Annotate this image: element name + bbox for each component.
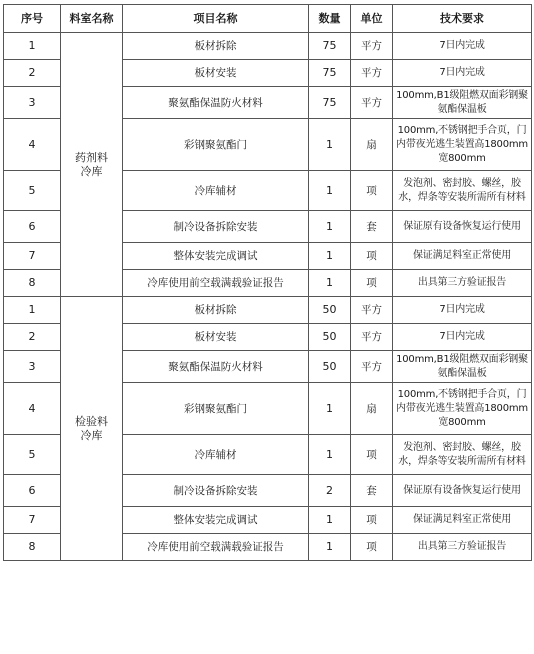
- cell-item: 板材拆除: [123, 297, 309, 324]
- cell-unit: 项: [351, 435, 393, 475]
- cell-item: 冷库辅材: [123, 435, 309, 475]
- room-name-line: 检验料: [75, 414, 108, 428]
- cell-seq: 4: [4, 383, 61, 435]
- header-req: 技术要求: [393, 5, 532, 33]
- table-row: [4, 297, 532, 324]
- cell-qty: 1: [309, 270, 351, 297]
- cell-qty: 1: [309, 383, 351, 435]
- cell-qty: 2: [309, 475, 351, 507]
- cell-req: 100mm,不锈钢把手合页，门内带夜光逃生装置高1800mm宽800mm: [393, 383, 532, 435]
- cell-unit: 项: [351, 507, 393, 534]
- cell-qty: 1: [309, 243, 351, 270]
- cell-seq: 5: [4, 435, 61, 475]
- cell-qty: 1: [309, 211, 351, 243]
- cell-item: 冷库使用前空载满载验证报告: [123, 534, 309, 561]
- cell-unit: 平方: [351, 324, 393, 351]
- table-row: [4, 33, 532, 60]
- cell-unit: 扇: [351, 119, 393, 171]
- cell-req: 出具第三方验证报告: [393, 534, 532, 561]
- cell-seq: 5: [4, 171, 61, 211]
- cell-req: 保证满足料室正常使用: [393, 243, 532, 270]
- cell-room-name: [61, 33, 123, 297]
- cell-unit: 项: [351, 534, 393, 561]
- cell-qty: 1: [309, 119, 351, 171]
- cell-req: 7日内完成: [393, 297, 532, 324]
- cell-req: 100mm,B1级阻燃双面彩钢聚氨酯保温板: [393, 351, 532, 383]
- table-header: [4, 5, 532, 33]
- cell-item: 制冷设备拆除安装: [123, 211, 309, 243]
- cell-qty: 1: [309, 171, 351, 211]
- header-row: [4, 5, 532, 33]
- cell-req: 保证原有设备恢复运行使用: [393, 211, 532, 243]
- cell-item: 聚氨酯保温防火材料: [123, 87, 309, 119]
- cell-qty: 50: [309, 324, 351, 351]
- cell-item: 板材拆除: [123, 33, 309, 60]
- cell-qty: 75: [309, 60, 351, 87]
- cell-qty: 1: [309, 507, 351, 534]
- cell-unit: 项: [351, 243, 393, 270]
- room-name-line: 冷库: [80, 428, 103, 442]
- cell-item: 彩钢聚氨酯门: [123, 383, 309, 435]
- cell-seq: 7: [4, 243, 61, 270]
- cell-unit: 套: [351, 475, 393, 507]
- cell-item: 板材安装: [123, 324, 309, 351]
- room-name-line: 冷库: [80, 164, 103, 178]
- cell-seq: 1: [4, 33, 61, 60]
- header-item: 项目名称: [123, 5, 309, 33]
- cell-item: 整体安装完成调试: [123, 243, 309, 270]
- cell-unit: 项: [351, 171, 393, 211]
- header-unit: 单位: [351, 5, 393, 33]
- header-room: 料室名称: [61, 5, 123, 33]
- cell-unit: 扇: [351, 383, 393, 435]
- cell-req: 7日内完成: [393, 60, 532, 87]
- header-seq: 序号: [4, 5, 61, 33]
- cell-seq: 6: [4, 211, 61, 243]
- cell-qty: 50: [309, 351, 351, 383]
- cell-item: 彩钢聚氨酯门: [123, 119, 309, 171]
- cell-req: 100mm,不锈钢把手合页，门内带夜光逃生装置高1800mm宽800mm: [393, 119, 532, 171]
- cell-item: 冷库使用前空载满载验证报告: [123, 270, 309, 297]
- cell-item: 冷库辅材: [123, 171, 309, 211]
- cell-req: 发泡剂、密封胶、螺丝，胶水，焊条等安装所需所有材料: [393, 435, 532, 475]
- header-qty: 数量: [309, 5, 351, 33]
- cell-item: 整体安装完成调试: [123, 507, 309, 534]
- cell-req: 出具第三方验证报告: [393, 270, 532, 297]
- cell-seq: 6: [4, 475, 61, 507]
- cell-qty: 1: [309, 435, 351, 475]
- cell-qty: 1: [309, 534, 351, 561]
- cell-seq: 3: [4, 87, 61, 119]
- cell-unit: 平方: [351, 351, 393, 383]
- cell-req: 100mm,B1级阻燃双面彩钢聚氨酯保温板: [393, 87, 532, 119]
- room-name-line: 药剂料: [75, 150, 108, 164]
- cell-req: 7日内完成: [393, 324, 532, 351]
- cell-seq: 2: [4, 324, 61, 351]
- cell-unit: 项: [351, 270, 393, 297]
- cell-qty: 75: [309, 87, 351, 119]
- table-body: [4, 33, 532, 561]
- cell-unit: 平方: [351, 297, 393, 324]
- cell-unit: 平方: [351, 60, 393, 87]
- cell-req: 保证原有设备恢复运行使用: [393, 475, 532, 507]
- cell-unit: 平方: [351, 33, 393, 60]
- cell-item: 聚氨酯保温防火材料: [123, 351, 309, 383]
- cell-seq: 1: [4, 297, 61, 324]
- cell-room-name: [61, 297, 123, 561]
- cell-item: 板材安装: [123, 60, 309, 87]
- cell-unit: 平方: [351, 87, 393, 119]
- cell-qty: 50: [309, 297, 351, 324]
- cell-item: 制冷设备拆除安装: [123, 475, 309, 507]
- cell-req: 7日内完成: [393, 33, 532, 60]
- cell-unit: 套: [351, 211, 393, 243]
- cell-seq: 8: [4, 534, 61, 561]
- cell-seq: 8: [4, 270, 61, 297]
- cell-req: 保证满足料室正常使用: [393, 507, 532, 534]
- cell-seq: 4: [4, 119, 61, 171]
- cell-seq: 7: [4, 507, 61, 534]
- cell-req: 发泡剂、密封胶、螺丝，胶水，焊条等安装所需所有材料: [393, 171, 532, 211]
- requirements-table: [3, 4, 532, 561]
- cell-qty: 75: [309, 33, 351, 60]
- cell-seq: 2: [4, 60, 61, 87]
- cell-seq: 3: [4, 351, 61, 383]
